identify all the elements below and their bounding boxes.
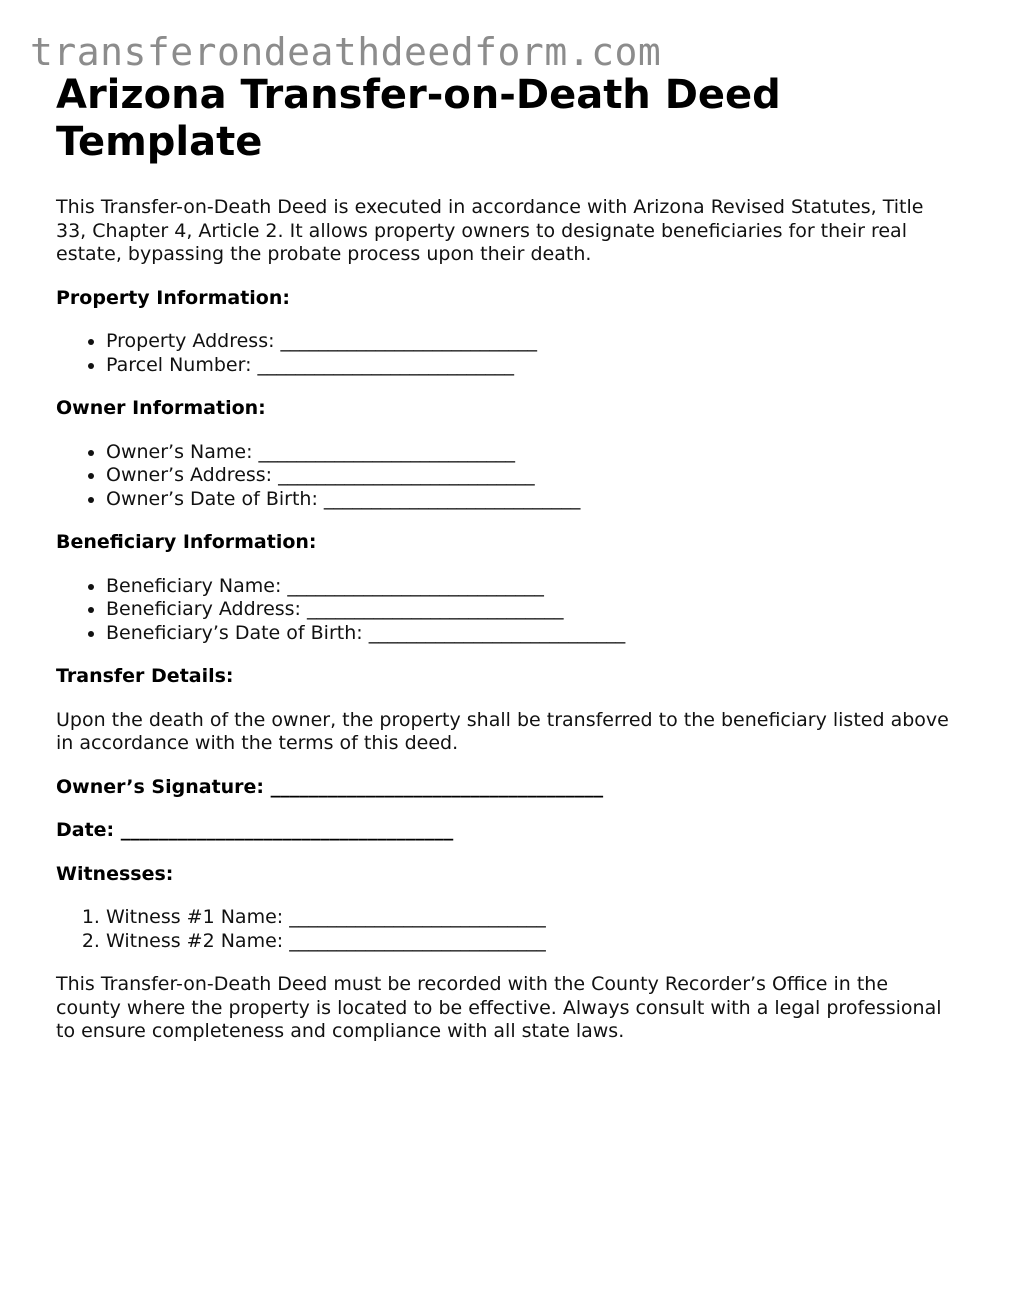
parcel-number-line: • Parcel Number: ___________________________ <box>106 354 956 378</box>
property-heading: Property Information: <box>56 286 290 309</box>
owner-address-line: • Owner’s Address: ___________________________ <box>106 464 956 488</box>
closing-paragraph: This Transfer-on-Death Deed must be recorded with the County Recorder’s Office in the county where the property is located to be effective. Always consult with a legal professional to ensure completeness and compliance with all state laws. <box>56 973 942 1042</box>
property-list <box>56 330 956 377</box>
beneficiary-heading: Beneficiary Information: <box>56 531 317 553</box>
watermark: transferondeathdeedform.com <box>30 30 662 74</box>
date-line: Date: ___________________________________ <box>56 819 454 841</box>
intro-paragraph: This Transfer-on-Death Deed is executed in accordance with Arizona Revised Statutes, Title 33, Chapter 4, Article 2. It allows property owners to designate beneficiaries for their real estate, bypassing the probate process upon their death. <box>56 196 924 265</box>
transfer-heading: Transfer Details: <box>56 665 234 687</box>
witnesses-list <box>56 906 956 953</box>
witnesses-heading: Witnesses: <box>56 862 174 885</box>
witness-1-line: 1. Witness #1 Name: ___________________________ <box>106 906 956 930</box>
owner-heading: Owner Information: <box>56 397 266 419</box>
owner-signature-line: Owner’s Signature: ___________________________________ <box>56 775 604 798</box>
owner-dob-line: • Owner’s Date of Birth: ___________________________ <box>106 488 956 512</box>
beneficiary-list <box>56 575 956 646</box>
document-title: Arizona Transfer-on-Death Deed Template <box>56 72 781 165</box>
property-address-line: • Property Address: ___________________________ <box>106 330 956 354</box>
witness-2-line: 2. Witness #2 Name: ___________________________ <box>106 930 956 954</box>
transfer-paragraph: Upon the death of the owner, the property shall be transferred to the beneficiary listed above in accordance with the terms of this deed. <box>56 708 949 754</box>
beneficiary-dob-line: • Beneficiary’s Date of Birth: ___________________________ <box>106 622 956 646</box>
owner-list <box>56 441 956 512</box>
beneficiary-address-line: • Beneficiary Address: ___________________________ <box>106 598 956 622</box>
owner-name-line: • Owner’s Name: ___________________________ <box>106 441 956 465</box>
beneficiary-name-line: • Beneficiary Name: ___________________________ <box>106 575 956 599</box>
document-body <box>56 72 956 1044</box>
